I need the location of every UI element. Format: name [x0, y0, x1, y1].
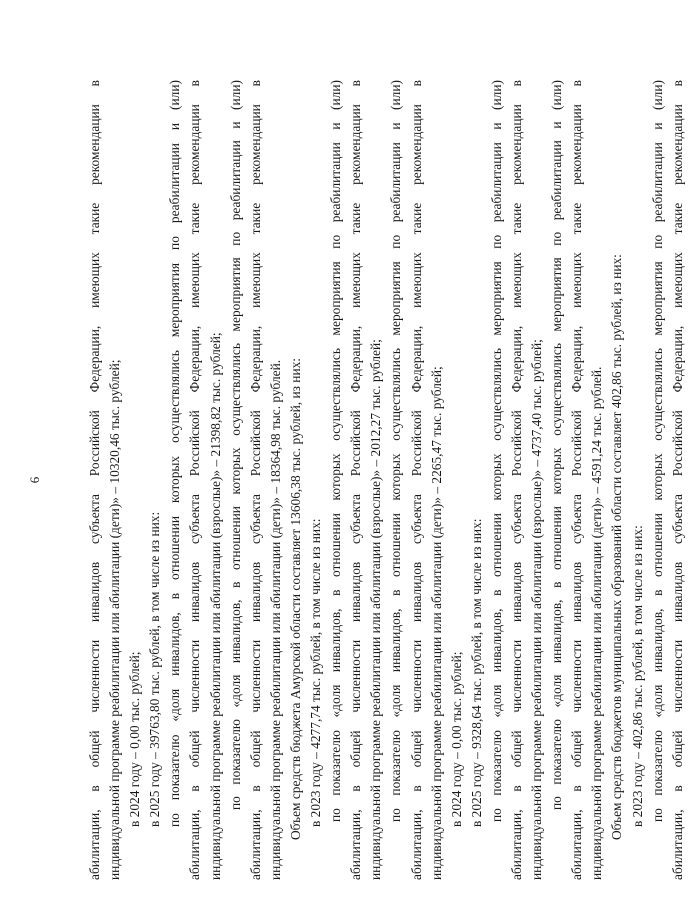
text-line: индивидуальной программе реабилитации или абилитации (взрослые)» – 21398,82 тыс. рублей; — [207, 332, 223, 880]
text-line: индивидуальной программе реабилитации или абилитации (взрослые)» – 4737,40 тыс. рублей; — [529, 339, 545, 880]
rotated-text-block — [27, 80, 685, 880]
text-line: в 2023 году – 4277,74 тыс. рублей, в том числе из них: — [308, 518, 324, 827]
text-line: абилитации, в общей численности инвалидов субъекта Российской Федерации, имеющих такие рекомендации в — [348, 80, 364, 880]
text-line: по показателю «доля инвалидов, в отношении которых осуществлялись мероприятия по реабилитации и (или) — [649, 80, 665, 822]
text-line: абилитации, в общей численности инвалидов субъекта Российской Федерации, имеющих такие рекомендации в — [569, 80, 585, 880]
text-line: в 2025 году – 9328,64 тыс. рублей, в том числе из них: — [468, 518, 484, 827]
text-line: абилитации, в общей численности инвалидов субъекта Российской Федерации, имеющих такие рекомендации в — [408, 80, 424, 880]
text-line: абилитации, в общей численности инвалидов субъекта Российской Федерации, имеющих такие рекомендации в — [508, 80, 524, 880]
text-line: Объем средств бюджета Амурской области составляет 13606,38 тыс. рублей, из них: — [287, 357, 303, 840]
text-line: в 2023 году – 402,86 тыс. рублей, в том числе из них: — [629, 525, 645, 827]
text-line: в 2024 году – 0,00 тыс. рублей; — [127, 651, 143, 827]
text-line: абилитации, в общей численности инвалидов субъекта Российской Федерации, имеющих такие рекомендации в — [187, 80, 203, 880]
page-number: 6 — [27, 476, 42, 484]
text-line: абилитации, в общей численности инвалидов субъекта Российской Федерации, имеющих такие рекомендации в — [87, 80, 102, 880]
text-line: по показателю «доля инвалидов, в отношении которых осуществлялись мероприятия по реабилитации и (или) — [388, 80, 404, 822]
text-line: абилитации, в общей численности инвалидов субъекта Российской Федерации, имеющих такие рекомендации в — [669, 80, 685, 880]
text-line: абилитации, в общей численности инвалидов субъекта Российской Федерации, имеющих такие рекомендации в — [247, 80, 263, 880]
text-line: по показателю «доля инвалидов, в отношении которых осуществлялись мероприятия по реабилитации и (или) — [167, 80, 183, 827]
text-line: индивидуальной программе реабилитации или абилитации (дети)» – 18364,98 тыс. рублей. — [267, 359, 283, 880]
text-line: индивидуальной программе реабилитации или абилитации (взрослые)» – 2012,27 тыс. рублей; — [368, 339, 384, 880]
text-line: по показателю «доля инвалидов, в отношении которых осуществлялись мероприятия по реабилитации и (или) — [488, 80, 504, 822]
text-line: в 2025 году – 39763,80 тыс. рублей, в том числе из них: — [147, 511, 163, 827]
text-line: по показателю «доля инвалидов, в отношении которых осуществлялись мероприятия по реабилитации и (или) — [328, 80, 344, 822]
text-line: индивидуальной программе реабилитации или абилитации (дети)» – 2265,47 тыс. рублей; — [428, 366, 444, 880]
text-line: индивидуальной программе реабилитации или абилитации (дети)» – 4591,24 тыс. рублей. — [589, 366, 605, 880]
text-line: в 2024 году – 0,00 тыс. рублей; — [448, 651, 464, 827]
text-line: индивидуальной программе реабилитации или абилитации (дети)» – 10320,46 тыс. рублей; — [107, 359, 123, 880]
text-line: по показателю «доля инвалидов, в отношении которых осуществлялись мероприятия по реабилитации и (или) — [549, 80, 565, 810]
text-line: по показателю «доля инвалидов, в отношении которых осуществлялись мероприятия по реабилитации и (или) — [227, 80, 243, 810]
text-line: Объем средств бюджетов муниципальных образований области составляет 402,86 тыс. рублей, из них: — [609, 254, 625, 840]
